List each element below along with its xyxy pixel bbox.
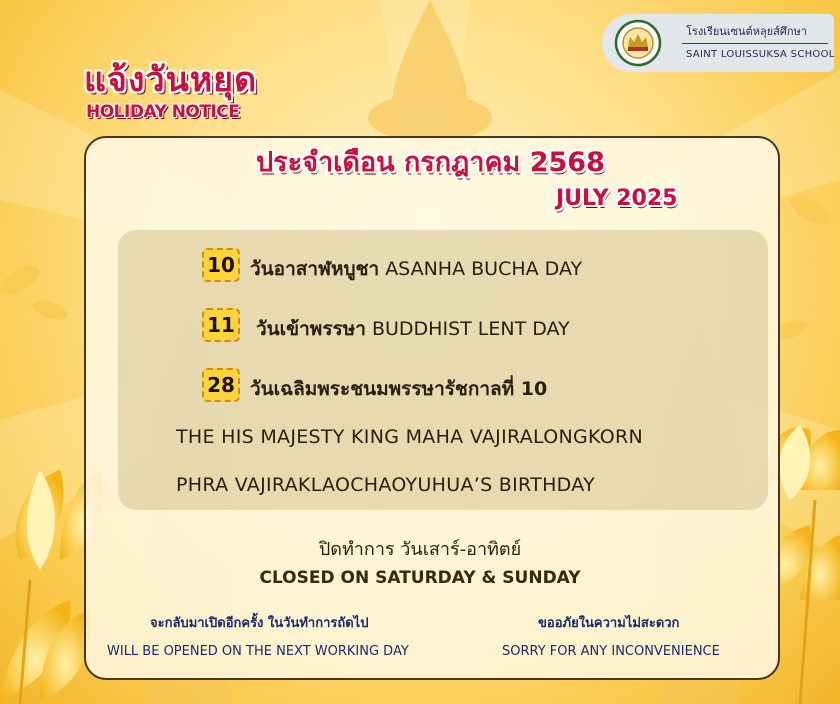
holiday-name-thai: วันเข้าพรรษา [256,318,366,340]
month-heading-english: JULY 2025 [556,186,678,211]
holiday-name-thai: วันเฉลิมพระชนมพรรษารัชกาลที่ 10 [250,378,548,400]
date-badge: 11 [202,308,240,342]
reopen-notice-thai: จะกลับมาเปิดอีกครั้ง ในวันทำการถัดไป [150,616,369,631]
date-badge: 28 [202,368,240,402]
holiday-name-english: ASANHA BUCHA DAY [385,258,583,280]
page-title-english: HOLIDAY NOTICE [86,102,240,122]
holiday-item [256,314,570,344]
school-badge [602,14,834,72]
holiday-name-english-line1: THE HIS MAJESTY KING MAHA VAJIRALONGKORN [176,426,643,448]
school-crest-icon [614,19,662,67]
month-heading-thai: ประจำเดือน กรกฎาคม 2568 [256,147,605,178]
holiday-item [250,254,582,284]
divider [682,43,828,44]
holiday-name-thai: วันอาสาฬหบูชา [250,258,380,280]
page-title-thai: แจ้งวันหยุด [84,60,258,100]
holiday-item [250,374,547,404]
reopen-notice-english: WILL BE OPENED ON THE NEXT WORKING DAY [107,644,409,659]
closed-notice-english: CLOSED ON SATURDAY & SUNDAY [259,568,581,588]
school-name-thai: โรงเรียนเซนต์หลุยส์ศึกษา [686,25,807,38]
apology-english: SORRY FOR ANY INCONVENIENCE [502,644,720,659]
school-name-english: SAINT LOUISSUKSA SCHOOL [686,49,835,60]
closed-notice-thai: ปิดทำการ วันเสาร์-อาทิตย์ [318,539,522,560]
apology-thai: ขออภัยในความไม่สะดวก [538,616,680,631]
holiday-name-english-line2: PHRA VAJIRAKLAOCHAOYUHUA’S BIRTHDAY [176,474,595,496]
date-badge: 10 [202,248,240,282]
holiday-name-english: BUDDHIST LENT DAY [371,318,570,340]
